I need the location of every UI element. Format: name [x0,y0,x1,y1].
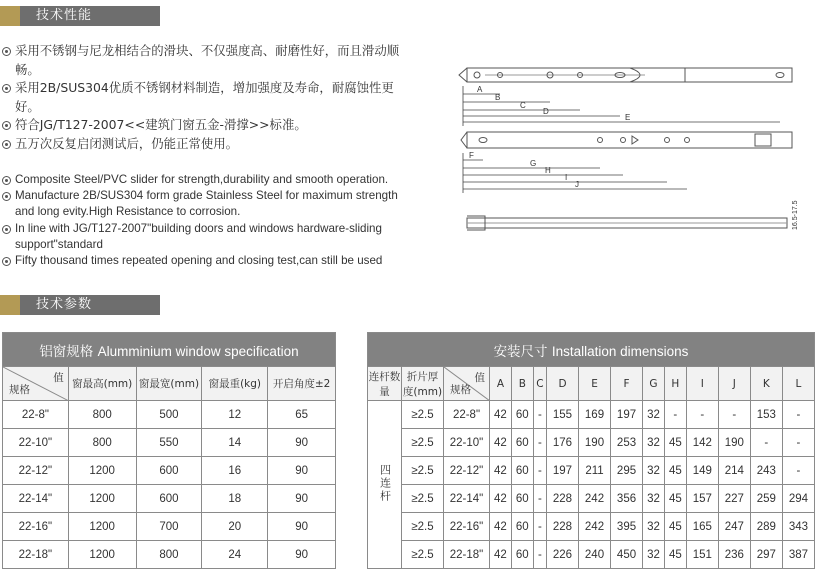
value-cell: - [686,401,718,429]
feature-item: 五万次反复启闭测试后，仍能正常使用。 [2,135,404,154]
feature-list-cn [2,42,404,153]
column-header-letter: B [511,367,533,401]
value-cell: 228 [546,513,578,541]
column-header-letter: H [664,367,686,401]
value-cell: 42 [490,485,512,513]
value-cell: 356 [611,485,643,513]
value-cell: 240 [579,541,611,569]
value-cell: 32 [643,401,665,429]
value-cell: 294 [782,485,814,513]
rivet [474,72,480,78]
value-cell: 32 [643,485,665,513]
bullet-icon [2,121,11,130]
bullet-icon [2,176,11,185]
column-header: 窗最高(mm) [68,367,136,401]
value-cell: 45 [664,457,686,485]
value-cell: 32 [643,457,665,485]
value-cell: - [533,429,546,457]
value-cell: 151 [686,541,718,569]
value-cell: 295 [611,457,643,485]
dim-label: E [625,113,631,122]
value-cell: 32 [643,541,665,569]
table-row [368,513,815,541]
bottom-rail [467,132,792,148]
table-row [368,457,815,485]
value-cell: 297 [750,541,782,569]
dim-label: C [520,101,526,110]
section-accent [0,6,20,26]
diagonal-header-cell: 值 规格 [444,367,490,401]
table-row: 22-10" 800 550 14 90 [3,429,336,457]
spec-cell: 22-12" [444,457,490,485]
column-header: 开启角度±2 [268,367,336,401]
value-cell: - [750,429,782,457]
spec-cell: 22-14" [444,485,490,513]
value-cell: 60 [511,513,533,541]
value-cell: 155 [546,401,578,429]
table-header-row [368,333,815,367]
value-cell: 157 [686,485,718,513]
column-header-letter: G [643,367,665,401]
value-cell: 45 [664,541,686,569]
column-header-letter: D [546,367,578,401]
bullet-icon [2,257,11,266]
value-cell: 343 [782,513,814,541]
value-cell: 214 [718,457,750,485]
thickness-cell: ≥2.5 [402,541,444,569]
bullet-icon [2,225,11,234]
table-header-row [3,333,336,367]
value-cell: 197 [546,457,578,485]
install-table [367,332,815,569]
value-cell: - [533,513,546,541]
value-cell: - [533,401,546,429]
column-header-letter: I [686,367,718,401]
value-cell: 45 [664,429,686,457]
value-cell: 42 [490,513,512,541]
bullet-icon [2,140,11,149]
table-row [368,485,815,513]
column-header-letter: K [750,367,782,401]
dim-label: A [477,85,483,94]
column-header: 窗最重(kg) [202,367,268,401]
table-row [368,429,815,457]
column-header-link-count: 连杆数量 [368,367,402,401]
spec-cell: 22-8" [444,401,490,429]
value-cell: 190 [718,429,750,457]
bullet-icon [2,84,11,93]
value-cell: 243 [750,457,782,485]
table-row [368,401,815,429]
diagonal-header-cell: 值 规格 [3,367,69,401]
value-cell: - [782,457,814,485]
feature-item: 采用2B/SUS304优质不锈钢材料制造，增加强度及寿命，耐腐蚀性更好。 [2,79,404,116]
value-cell: 247 [718,513,750,541]
thickness-cell: ≥2.5 [402,457,444,485]
link-count-cell: 四连杆 [368,401,402,569]
table-row: 22-8" 800 500 12 65 [3,401,336,429]
feature-list-en [2,172,402,269]
column-header-row [3,367,336,401]
value-cell: 190 [579,429,611,457]
value-cell: 226 [546,541,578,569]
value-cell: 211 [579,457,611,485]
value-cell: 176 [546,429,578,457]
section-title: 技术性能 [36,8,93,23]
section-accent [0,295,20,315]
hinge-drawing [455,58,805,248]
column-header-letter: C [533,367,546,401]
feature-item: Manufacture 2B/SUS304 form grade Stainless Steel for maximum strength and long evity.High Resistance to corrosion. [2,188,402,220]
value-cell: 142 [686,429,718,457]
feature-item: 符合JG/T127-2007<<建筑门窗五金-滑撑>>标准。 [2,116,404,135]
value-cell: 169 [579,401,611,429]
value-cell: 253 [611,429,643,457]
value-cell: 395 [611,513,643,541]
value-cell: 60 [511,485,533,513]
value-cell: 149 [686,457,718,485]
value-cell: 242 [579,513,611,541]
thickness-cell: ≥2.5 [402,513,444,541]
value-cell: 32 [643,429,665,457]
section-title: 技术参数 [36,297,93,312]
value-cell: - [533,457,546,485]
dim-label: J [575,180,579,189]
value-cell: - [664,401,686,429]
value-cell: 42 [490,457,512,485]
value-cell: 42 [490,401,512,429]
dim-label: B [495,93,501,102]
value-cell: 242 [579,485,611,513]
column-header-letter: L [782,367,814,401]
thickness-label: 16.5-17.5 [792,200,799,230]
install-table-header: 安装尺寸 Installation dimensions [368,333,815,367]
value-cell: 60 [511,429,533,457]
thickness-cell: ≥2.5 [402,429,444,457]
feature-item: In line with JG/T127-2007"building doors and windows hardware-sliding support"standard [2,221,402,253]
table-row: 22-18" 1200 800 24 90 [3,541,336,569]
value-cell: 227 [718,485,750,513]
value-cell: 387 [782,541,814,569]
table-row: 22-12" 1200 600 16 90 [3,457,336,485]
value-cell: 60 [511,541,533,569]
value-cell: 32 [643,513,665,541]
table-row: 22-14" 1200 600 18 90 [3,485,336,513]
column-header-letter: E [579,367,611,401]
value-cell: - [533,485,546,513]
feature-item: Fifty thousand times repeated opening and closing test,can still be used [2,253,402,269]
value-cell: 450 [611,541,643,569]
value-cell: - [533,541,546,569]
dim-label: D [543,107,549,116]
spec-cell: 22-16" [444,513,490,541]
value-cell: 289 [750,513,782,541]
value-cell: - [782,429,814,457]
column-header-letter: F [611,367,643,401]
column-header-row [368,367,815,401]
dim-label: G [530,159,537,168]
value-cell: 197 [611,401,643,429]
value-cell: - [782,401,814,429]
bullet-icon [2,192,11,201]
feature-item: 采用不锈钢与尼龙相结合的滑块、不仅强度高、耐磨性好，而且滑动顺畅。 [2,42,404,79]
dim-label: F [469,151,474,160]
spec-table [2,332,336,569]
value-cell: 153 [750,401,782,429]
bullet-icon [2,47,11,56]
value-cell: 60 [511,401,533,429]
value-cell: 45 [664,485,686,513]
feature-item: Composite Steel/PVC slider for strength,durability and smooth operation. [2,172,402,188]
value-cell: 259 [750,485,782,513]
section-header-performance [0,6,160,26]
value-cell: 42 [490,541,512,569]
value-cell: 60 [511,457,533,485]
column-header: 窗最宽(mm) [136,367,202,401]
column-header-letter: A [490,367,512,401]
value-cell: 45 [664,513,686,541]
table-row: 22-16" 1200 700 20 90 [3,513,336,541]
value-cell: 165 [686,513,718,541]
thickness-cell: ≥2.5 [402,485,444,513]
value-cell: 42 [490,429,512,457]
column-header-letter: J [718,367,750,401]
spec-table-header: 铝窗规格 Alumminium window specification [3,333,336,367]
thickness-cell: ≥2.5 [402,401,444,429]
value-cell: - [718,401,750,429]
hinge-block [755,134,771,146]
spec-cell: 22-10" [444,429,490,457]
column-header-thickness: 折片厚度(mm) [402,367,444,401]
dim-label: I [565,173,568,182]
dim-label: H [545,166,551,175]
value-cell: 228 [546,485,578,513]
table-row [368,541,815,569]
section-header-params [0,295,160,315]
spec-cell: 22-18" [444,541,490,569]
value-cell: 236 [718,541,750,569]
